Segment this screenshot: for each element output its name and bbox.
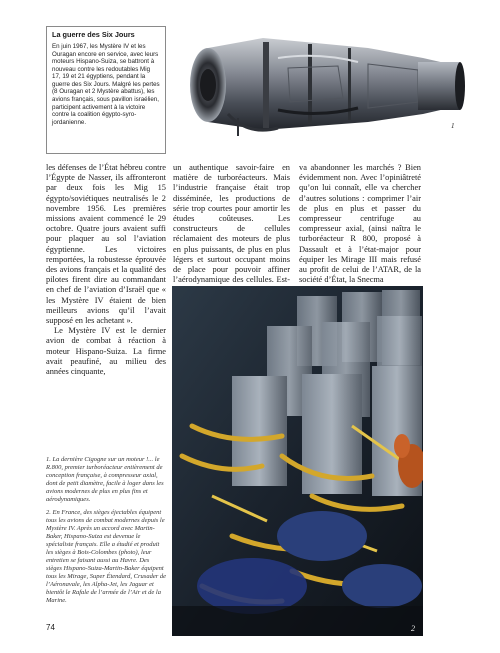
paragraph: les défenses de l’État hébreu contre l’Égypte de Nasser, ils affronteront par deux fois les Mig 15 égypto/soviétiques neutralisés le 2 novembre 1956. Les premières missions avaient commencé le 29 octobre. Quatre jours avaient suffi pour plaquer au sol l’aviation égyptienne. Les victoires remportées, la robustesse éprouvée des avions français et la qualité des pilotes firent dire au commandant en chef de l’aviation d’Israël que « les Mystère IV étaient de bien meilleurs avions qu’il l’avait supposé en les achetant ». <box>46 163 166 326</box>
text-column-2 <box>173 163 290 296</box>
sidebar-box <box>46 26 166 154</box>
caption-1: 1. La dernière Cigogne sur un moteur !... le R.800, premier turboréacteur entièrement de conception française, à compresseur axial, dont de petit diamètre, facile à loger dans les avions modernes de plus en plus fins et aérodynamiques. <box>46 456 164 503</box>
paragraph: un authentique savoir-faire en matière de turboréacteurs. Mais l’industrie française était trop disséminée, les productions de série trop courtes pour amortir les études coûteuses. Les constructeurs de cellules réclamaient des moteurs de plus en plus puissants, de plus en plus légers et surtout occupant moins de place pour pouvoir affiner l’aérodynamique des cellules. Est- <box>173 163 290 285</box>
figure-1-label: 1 <box>451 122 455 130</box>
page-number: 74 <box>46 623 55 632</box>
paragraph: Le Mystère IV est le dernier avion de combat à réaction à moteur Hispano-Suiza. La firme avait peaufiné, au milieu des années cinquante, <box>46 326 166 377</box>
engine-photo <box>168 18 468 138</box>
paragraph: va abandonner les marchés ? Bien évidemment non. Avec l’opiniâtreté qu’on lui connaît, elle va chercher d’autres solutions : comprimer l’air de plus en plus et passer du compresseur centrifuge au compresseur axial, (ainsi naîtra le turboréacteur R 800, proposé à Dassault et à l’état-major pour équiper les Mirage III mais refusé au profit de celui de l’ATAR, de la société d’État, la Snecma <box>299 163 421 285</box>
sidebar-title: La guerre des Six Jours <box>52 30 135 39</box>
ejection-seats-photo <box>172 286 423 636</box>
caption-2: 2. En France, des sièges éjectables équipent tous les avions de combat modernes depuis le Mystère IV. Après un accord avec Martin-Baker, Hispano-Suiza est devenue le spécialiste français. Elle a étudié et produit les sièges à Bois-Colombes (photo), leur entretien se faisant aussi au Havre. Des sièges Hispano-Suiza-Martin-Baker équipent tous les Mirage, Super Étendard, Crusader de l’Aéronavale, les Alpha-Jet, les Jaguar et bientôt le Rafale de l’armée de l’Air et de la Marine. <box>46 509 166 604</box>
text-column-1 <box>46 163 166 377</box>
ejection-seats-illustration <box>172 286 423 636</box>
jet-engine-illustration <box>168 18 468 138</box>
figure-2-label: 2 <box>411 624 415 633</box>
sidebar-text: En juin 1967, les Mystère IV et les Ouragan encore en service, avec leurs moteurs Hispano-Suiza, se battront à nouveau contre les redoutables Mig 17, 19 et 21 égyptiens, pendant la guerre des Six Jours. Malgré les pertes (8 Ouragan et 2 Mystère abattus), les avions français, sous pavillon israélien, participent activement à la victoire contre la coalition égypto-syro-jordanienne. <box>52 43 160 126</box>
photo-captions <box>46 456 166 610</box>
text-column-3 <box>299 163 421 285</box>
